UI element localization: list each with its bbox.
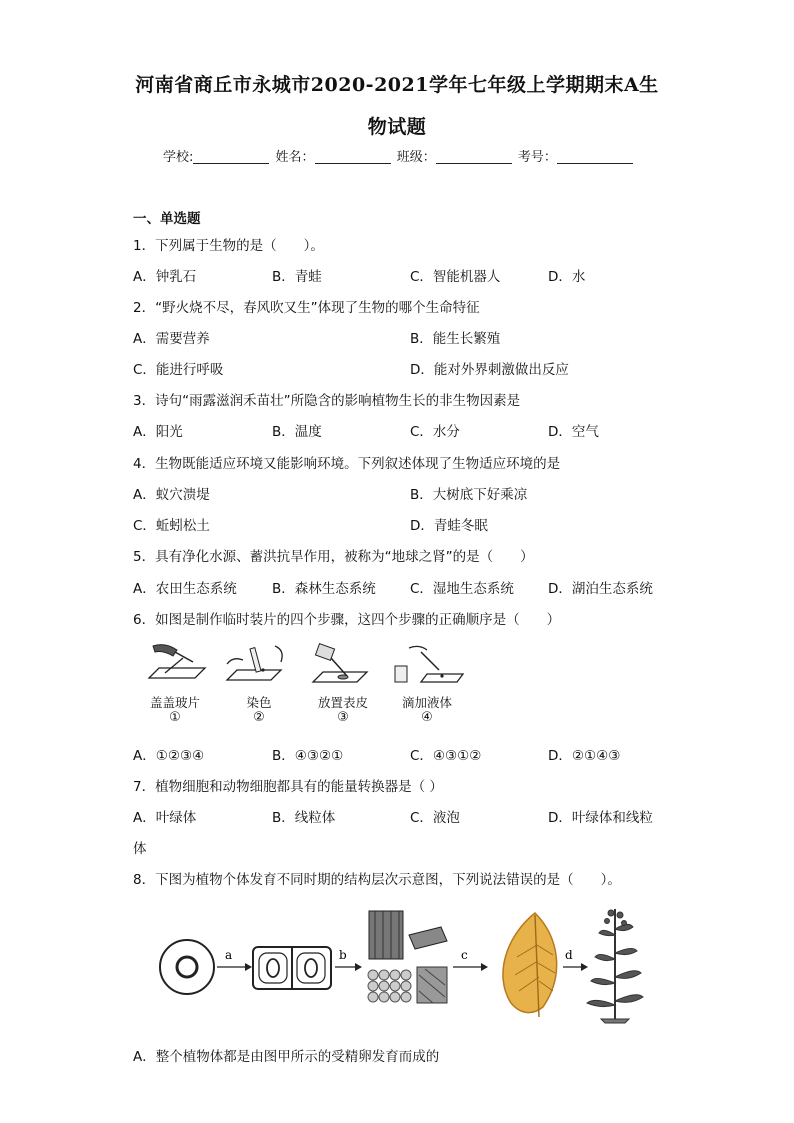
step-place-epidermis	[303, 640, 383, 730]
question-5-option-a: A．农田生态系统	[133, 581, 237, 597]
school-blank	[193, 149, 269, 164]
question-1-option-b: B．青蛙	[272, 269, 322, 285]
student-info-row	[163, 146, 635, 165]
step-caption: 放置表皮	[317, 695, 368, 710]
question-7-option-d-wrap: 体	[133, 841, 147, 857]
question-7-option-a: A．叶绿体	[133, 810, 197, 826]
exam-no-blank	[557, 149, 633, 164]
step-cover-slip	[135, 640, 215, 730]
step-caption: 滴加液体	[401, 695, 452, 710]
school-label: 学校:	[163, 150, 194, 165]
question-5-option-d: D．湖泊生态系统	[548, 581, 653, 597]
question-4-option-a: A．蚁穴溃堤	[133, 487, 210, 503]
step-number: ④	[421, 710, 433, 725]
step-add-liquid	[387, 640, 467, 730]
place-epidermis-illustration	[303, 640, 383, 690]
question-3-option-b: B．温度	[272, 424, 322, 440]
question-4-stem: 4．生物既能适应环境又能影响环境。下列叙述体现了生物适应环境的是	[133, 456, 561, 472]
question-1-option-a: A．钟乳石	[133, 269, 197, 285]
step-staining	[219, 640, 299, 730]
question-2-option-d: D．能对外界刺激做出反应	[410, 362, 569, 378]
structural-levels-illustration	[155, 905, 645, 1025]
leaf-organ	[503, 913, 557, 1017]
exam-no-label: 考号：	[517, 150, 557, 165]
question-3-option-c: C．水分	[410, 424, 460, 440]
question-3-option-a: A．阳光	[133, 424, 183, 440]
question-7-option-c: C．液泡	[410, 810, 460, 826]
question-4-option-b: B．大树底下好乘凉	[410, 487, 528, 503]
question-5-option-c: C．湿地生态系统	[410, 581, 514, 597]
question-2-option-c: C．能进行呼吸	[133, 362, 224, 378]
question-8-option-a: A．整个植物体都是由图甲所示的受精卵发育而成的	[133, 1049, 440, 1065]
class-blank	[436, 149, 512, 164]
question-1-option-d: D．水	[548, 269, 586, 285]
arrow-label-b: b	[339, 948, 347, 962]
name-blank	[315, 149, 391, 164]
class-label: 班级：	[396, 150, 436, 165]
whole-plant	[587, 909, 643, 1023]
arrow-label-c: c	[461, 948, 468, 962]
question-4-option-d: D．青蛙冬眠	[410, 518, 488, 534]
question-6-option-c: C．④③①②	[410, 748, 482, 764]
step-caption: 染色	[246, 695, 272, 710]
question-6-option-d: D．②①④③	[548, 748, 621, 764]
question-5-option-b: B．森林生态系统	[272, 581, 376, 597]
staining-illustration	[219, 640, 299, 690]
step-number: ②	[253, 710, 265, 725]
cover-slip-illustration	[135, 640, 215, 690]
question-2-option-b: B．能生长繁殖	[410, 331, 501, 347]
question-2-stem: 2．“野火烧不尽，春风吹又生”体现了生物的哪个生命特征	[133, 300, 480, 316]
question-3-option-d: D．空气	[548, 424, 599, 440]
question-8-stem: 8．下图为植物个体发育不同时期的结构层次示意图，下列说法错误的是（ ）。	[133, 872, 621, 888]
section-title: 一、单选题	[133, 211, 201, 227]
question-7-option-b: B．线粒体	[272, 810, 336, 826]
question-4-option-c: C．蚯蚓松土	[133, 518, 210, 534]
question-1-stem: 1．下列属于生物的是（ ）。	[133, 238, 324, 254]
question-6-option-a: A．①②③④	[133, 748, 205, 764]
question-3-stem: 3．诗句“雨露滋润禾苗壮”所隐含的影响植物生长的非生物因素是	[133, 393, 521, 409]
plant-tissues	[368, 911, 447, 1003]
dividing-cells	[253, 947, 331, 989]
question-5-stem: 5．具有净化水源、蓄洪抗旱作用，被称为“地球之肾”的是（ ）	[133, 549, 534, 565]
step-number: ③	[337, 710, 349, 725]
question-6-option-b: B．④③②①	[272, 748, 344, 764]
step-number: ①	[169, 710, 181, 725]
arrow-label-a: a	[225, 948, 233, 962]
slide-preparation-figure	[135, 640, 465, 730]
add-liquid-illustration	[387, 640, 467, 690]
exam-title-line2: 物试题	[367, 116, 427, 138]
exam-title-line1: 河南省商丘市永城市2020-2021学年七年级上学期期末A生	[135, 74, 659, 96]
zygote-cell	[160, 940, 214, 994]
question-1-option-c: C．智能机器人	[410, 269, 501, 285]
name-label: 姓名：	[275, 150, 315, 165]
plant-development-figure	[155, 905, 645, 1025]
question-7-stem: 7．植物细胞和动物细胞都具有的能量转换器是（ ）	[133, 779, 443, 795]
question-7-option-d: D．叶绿体和线粒	[548, 810, 653, 826]
question-2-option-a: A．需要营养	[133, 331, 210, 347]
step-caption: 盖盖玻片	[149, 695, 200, 710]
arrow-label-d: d	[565, 948, 573, 962]
question-6-stem: 6．如图是制作临时装片的四个步骤，这四个步骤的正确顺序是（ ）	[133, 612, 561, 628]
